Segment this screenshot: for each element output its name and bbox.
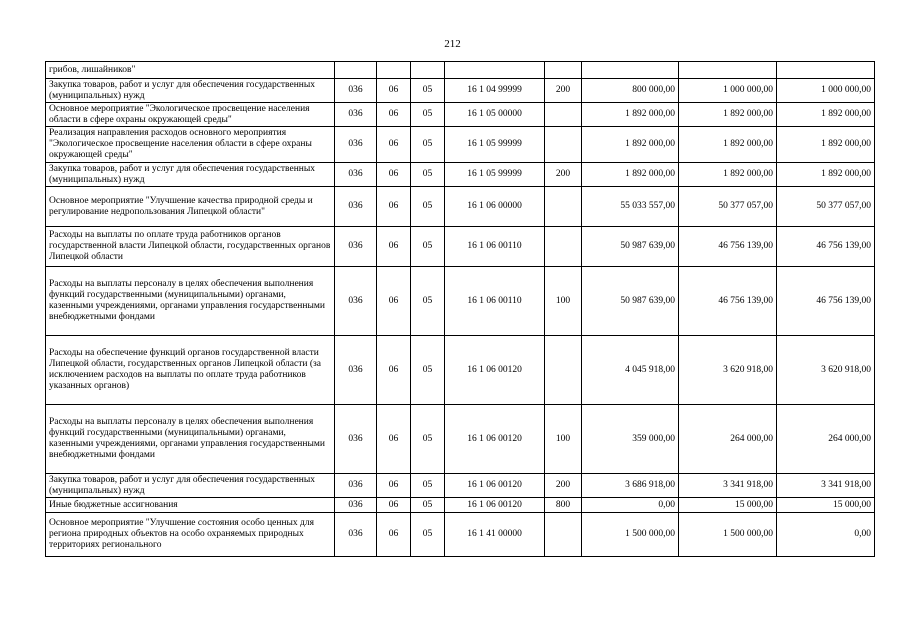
amount-year-2-cell: 3 620 918,00 [679,336,777,405]
expense-type-cell [545,62,582,79]
expense-type-cell [545,187,582,227]
target-article-cell [445,62,545,79]
amount-year-1-cell: 1 892 000,00 [582,127,679,163]
target-article-cell: 16 1 41 00000 [445,513,545,557]
amount-year-2-cell: 15 000,00 [679,498,777,513]
section-code-cell: 06 [377,103,411,127]
amount-year-3-cell: 1 892 000,00 [777,103,875,127]
admin-code-cell: 036 [335,187,377,227]
amount-year-2-cell: 46 756 139,00 [679,227,777,267]
table-row [46,163,875,187]
admin-code-cell: 036 [335,405,377,474]
amount-year-1-cell: 1 892 000,00 [582,163,679,187]
item-name-cell: Основное мероприятие "Улучшение качества природной среды и регулирование недропользования Липецкой области" [46,187,335,227]
target-article-cell: 16 1 05 99999 [445,127,545,163]
expense-type-cell [545,513,582,557]
item-name-cell: Основное мероприятие "Улучшение состояния особо ценных для региона природных объектов на особо охраняемых природных территориях регионального [46,513,335,557]
budget-table [45,61,875,557]
amount-year-1-cell: 50 987 639,00 [582,267,679,336]
admin-code-cell: 036 [335,79,377,103]
amount-year-1-cell: 800 000,00 [582,79,679,103]
admin-code-cell: 036 [335,227,377,267]
table-row [46,474,875,498]
amount-year-1-cell: 1 500 000,00 [582,513,679,557]
section-code-cell: 06 [377,267,411,336]
target-article-cell: 16 1 06 00110 [445,267,545,336]
subsection-code-cell: 05 [411,336,445,405]
section-code-cell: 06 [377,227,411,267]
subsection-code-cell: 05 [411,267,445,336]
subsection-code-cell: 05 [411,127,445,163]
target-article-cell: 16 1 06 00000 [445,187,545,227]
table-row [46,187,875,227]
target-article-cell: 16 1 06 00120 [445,336,545,405]
amount-year-3-cell: 3 341 918,00 [777,474,875,498]
amount-year-3-cell: 46 756 139,00 [777,227,875,267]
item-name-cell: Расходы на выплаты персоналу в целях обеспечения выполнения функций государственными (муниципальными) органами, казенными учреждениями, органами управления государственными внебюджетными фондами [46,267,335,336]
item-name-cell: Закупка товаров, работ и услуг для обеспечения государственных (муниципальных) нужд [46,474,335,498]
expense-type-cell [545,103,582,127]
amount-year-3-cell: 1 892 000,00 [777,163,875,187]
amount-year-2-cell: 1 892 000,00 [679,127,777,163]
amount-year-3-cell: 264 000,00 [777,405,875,474]
item-name-cell: Иные бюджетные ассигнования [46,498,335,513]
admin-code-cell [335,62,377,79]
item-name-cell: Расходы на выплаты по оплате труда работников органов государственной власти Липецкой области, государственных органов Липецкой области [46,227,335,267]
page-number: 212 [444,38,461,50]
section-code-cell: 06 [377,498,411,513]
table-row [46,227,875,267]
item-name-cell: Закупка товаров, работ и услуг для обеспечения государственных (муниципальных) нужд [46,163,335,187]
table-row [46,103,875,127]
item-name-cell: Расходы на выплаты персоналу в целях обеспечения выполнения функций государственными (муниципальными) органами, казенными учреждениями, органами управления государственными внебюджетными фондами [46,405,335,474]
target-article-cell: 16 1 05 00000 [445,103,545,127]
amount-year-2-cell: 50 377 057,00 [679,187,777,227]
subsection-code-cell: 05 [411,103,445,127]
amount-year-3-cell: 15 000,00 [777,498,875,513]
target-article-cell: 16 1 06 00120 [445,474,545,498]
admin-code-cell: 036 [335,513,377,557]
table-row [46,405,875,474]
section-code-cell: 06 [377,474,411,498]
item-name-cell: Основное мероприятие "Экологическое просвещение населения области в сфере охраны окружающей среды" [46,103,335,127]
amount-year-3-cell [777,62,875,79]
item-name-cell: Расходы на обеспечение функций органов государственной власти Липецкой области, государственных органов Липецкой области (за исключением расходов на выплаты по оплате труда работников указанных органов) [46,336,335,405]
admin-code-cell: 036 [335,474,377,498]
admin-code-cell: 036 [335,127,377,163]
amount-year-2-cell: 1 000 000,00 [679,79,777,103]
expense-type-cell: 100 [545,405,582,474]
item-name-cell: Закупка товаров, работ и услуг для обеспечения государственных (муниципальных) нужд [46,79,335,103]
amount-year-2-cell: 3 341 918,00 [679,474,777,498]
table-row [46,336,875,405]
subsection-code-cell: 05 [411,79,445,103]
amount-year-3-cell: 1 892 000,00 [777,127,875,163]
amount-year-3-cell: 46 756 139,00 [777,267,875,336]
target-article-cell: 16 1 06 00120 [445,405,545,474]
subsection-code-cell: 05 [411,498,445,513]
amount-year-2-cell: 264 000,00 [679,405,777,474]
subsection-code-cell: 05 [411,227,445,267]
expense-type-cell [545,227,582,267]
expense-type-cell [545,127,582,163]
amount-year-1-cell: 0,00 [582,498,679,513]
expense-type-cell: 100 [545,267,582,336]
admin-code-cell: 036 [335,336,377,405]
expense-type-cell: 800 [545,498,582,513]
section-code-cell: 06 [377,336,411,405]
target-article-cell: 16 1 06 00120 [445,498,545,513]
amount-year-3-cell: 1 000 000,00 [777,79,875,103]
admin-code-cell: 036 [335,498,377,513]
subsection-code-cell: 05 [411,163,445,187]
subsection-code-cell [411,62,445,79]
target-article-cell: 16 1 04 99999 [445,79,545,103]
admin-code-cell: 036 [335,267,377,336]
expense-type-cell: 200 [545,474,582,498]
amount-year-3-cell: 3 620 918,00 [777,336,875,405]
expense-type-cell [545,336,582,405]
section-code-cell: 06 [377,513,411,557]
amount-year-1-cell: 4 045 918,00 [582,336,679,405]
table-row [46,127,875,163]
amount-year-2-cell: 46 756 139,00 [679,267,777,336]
target-article-cell: 16 1 06 00110 [445,227,545,267]
amount-year-1-cell: 1 892 000,00 [582,103,679,127]
table-row [46,62,875,79]
amount-year-1-cell: 50 987 639,00 [582,227,679,267]
expense-type-cell: 200 [545,163,582,187]
subsection-code-cell: 05 [411,405,445,474]
section-code-cell [377,62,411,79]
amount-year-3-cell: 50 377 057,00 [777,187,875,227]
target-article-cell: 16 1 05 99999 [445,163,545,187]
subsection-code-cell: 05 [411,474,445,498]
amount-year-1-cell [582,62,679,79]
table-row [46,79,875,103]
amount-year-1-cell: 3 686 918,00 [582,474,679,498]
section-code-cell: 06 [377,163,411,187]
section-code-cell: 06 [377,405,411,474]
subsection-code-cell: 05 [411,187,445,227]
amount-year-2-cell: 1 500 000,00 [679,513,777,557]
section-code-cell: 06 [377,187,411,227]
amount-year-3-cell: 0,00 [777,513,875,557]
table-row [46,498,875,513]
amount-year-2-cell: 1 892 000,00 [679,163,777,187]
item-name-cell: Реализация направления расходов основного мероприятия "Экологическое просвещение населения области в сфере охраны окружающей среды" [46,127,335,163]
amount-year-2-cell [679,62,777,79]
amount-year-2-cell: 1 892 000,00 [679,103,777,127]
section-code-cell: 06 [377,79,411,103]
expense-type-cell: 200 [545,79,582,103]
subsection-code-cell: 05 [411,513,445,557]
item-name-cell: грибов, лишайников" [46,62,335,79]
section-code-cell: 06 [377,127,411,163]
admin-code-cell: 036 [335,103,377,127]
table-row [46,513,875,557]
admin-code-cell: 036 [335,163,377,187]
amount-year-1-cell: 55 033 557,00 [582,187,679,227]
table-row [46,267,875,336]
amount-year-1-cell: 359 000,00 [582,405,679,474]
